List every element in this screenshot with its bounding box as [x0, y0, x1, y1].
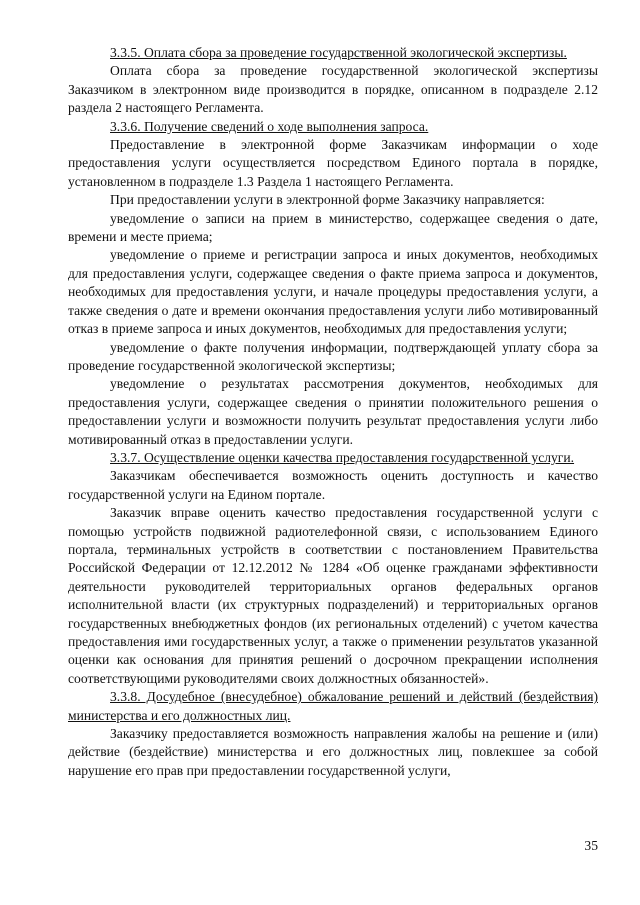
- paragraph: При предоставлении услуги в электронной форме Заказчику направляется:: [110, 192, 545, 208]
- list-item: уведомление о результатах рассмотрения документов, необходимых для предоставления услуги, содержащее сведения о принятии положительного решения о предоставлении услуги и возможности получить результат предоставления услуги либо мотивированный отказ в предоставлении услуги.: [68, 376, 598, 447]
- paragraph: Предоставление в электронной форме Заказчикам информации о ходе предоставления услуги осуществляется посредством Единого портала в порядке, установленном в подразделе 1.3 Раздела 1 настоящего Регламента.: [68, 137, 598, 189]
- list-item: уведомление о записи на прием в министерство, содержащее сведения о дате, времени и месте приема;: [68, 210, 598, 245]
- page-number: 35: [584, 838, 598, 853]
- section-heading-3-3-7: 3.3.7. Осуществление оценки качества предоставления государственной услуги.: [110, 449, 575, 465]
- document-body: [68, 44, 598, 780]
- section-heading-3-3-6: 3.3.6. Получение сведений о ходе выполнения запроса.: [110, 118, 429, 134]
- paragraph: Заказчик вправе оценить качество предоставления государственной услуги с помощью устройств подвижной радиотелефонной связи, с использованием Единого портала, терминальных устройств в соответствии с постановлением Правительства Российской Федерации от 12.12.2012 № 1284 «Об оценке гражданами эффективности деятельности руководителей территориальных органов федеральных органов исполнительной власти (их структурных подразделений) и территориальных органов государственных внебюджетных фондов (их региональных отделений) с учетом качества предоставления ими государственных услуг, а также о применении результатов указанной оценки как основания для принятия решений о досрочном прекращении исполнения соответствующими руководителями своих должностных обязанностей».: [68, 505, 598, 686]
- paragraph: Оплата сбора за проведение государственной экологической экспертизы Заказчиком в электронном виде производится в порядке, описанном в подразделе 2.12 раздела 2 настоящего Регламента.: [68, 63, 598, 116]
- section-heading-3-3-8: 3.3.8. Досудебное (внесудебное) обжалование решений и действий (бездействия) министерства и его должностных лиц.: [68, 689, 598, 723]
- list-item: уведомление о факте получения информации, подтверждающей уплату сбора за проведение государственной экологической экспертизы;: [68, 339, 598, 373]
- section-heading-3-3-5: 3.3.5. Оплата сбора за проведение государственной экологической экспертизы.: [110, 45, 567, 60]
- list-item: уведомление о приеме и регистрации запроса и иных документов, необходимых для предоставления услуги, содержащее сведения о факте приема запроса и документов, необходимых для предоставления услуги, и начале процедуры предоставления услуги, а также сведения о дате и времени окончания предоставления услуги либо мотивированный отказ в приеме запроса и иных документов, необходимых для предоставления услуги;: [68, 247, 598, 337]
- paragraph: Заказчику предоставляется возможность направления жалобы на решение и (или) действие (бездействие) министерства и его должностных лиц, повлекшее за собой нарушение его прав при предоставлении государственной услуги,: [68, 726, 598, 778]
- paragraph: Заказчикам обеспечивается возможность оценить доступность и качество государственной услуги на Едином портале.: [68, 468, 598, 502]
